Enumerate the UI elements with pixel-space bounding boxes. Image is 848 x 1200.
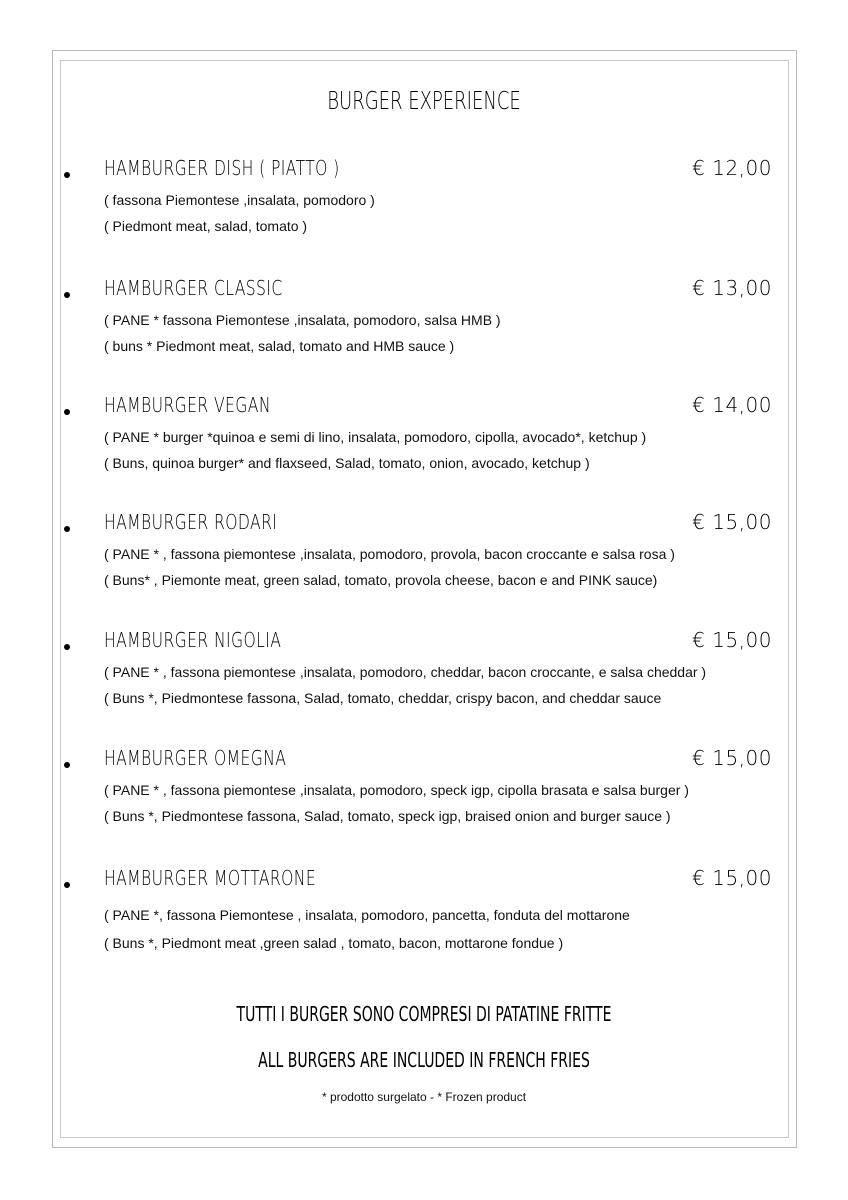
item-price: € 13,00 (692, 276, 772, 300)
item-desc-en: ( Buns *, Piedmontese fassona, Salad, tomato, speck igp, braised onion and burger sauce ) (104, 808, 671, 824)
item-desc-it: ( PANE * fassona Piemontese ,insalata, pomodoro, salsa HMB ) (104, 312, 501, 328)
item-name: HAMBURGER OMEGNA (104, 746, 287, 770)
bullet-icon (64, 292, 70, 298)
bullet-icon (64, 882, 70, 888)
item-price: € 15,00 (692, 628, 772, 652)
item-name: HAMBURGER DISH ( PIATTO ) (104, 156, 340, 180)
footer-fries-it: TUTTI I BURGER SONO COMPRESI DI PATATINE FRITTE (236, 1002, 612, 1026)
footer-fries-en: ALL BURGERS ARE INCLUDED IN FRENCH FRIES (258, 1048, 590, 1072)
frozen-note: * prodotto surgelato - * Frozen product (321, 1090, 527, 1104)
item-name: HAMBURGER VEGAN (104, 393, 271, 417)
item-desc-it: ( PANE *, fassona Piemontese , insalata, pomodoro, pancetta, fonduta del mottarone (104, 907, 630, 923)
item-name: HAMBURGER RODARI (104, 510, 278, 534)
item-desc-en: ( Buns *, Piedmontese fassona, Salad, tomato, cheddar, crispy bacon, and cheddar sauce (104, 690, 662, 706)
item-name: HAMBURGER NIGOLIA (104, 628, 282, 652)
item-desc-en: ( Buns, quinoa burger* and flaxseed, Salad, tomato, onion, avocado, ketchup ) (104, 455, 590, 471)
bullet-icon (64, 172, 70, 178)
item-desc-en: ( Piedmont meat, salad, tomato ) (104, 218, 308, 234)
bullet-icon (64, 526, 70, 532)
bullet-icon (64, 409, 70, 415)
item-desc-it: ( PANE * , fassona piemontese ,insalata, pomodoro, provola, bacon croccante e salsa rosa ) (104, 546, 675, 562)
item-price: € 14,00 (692, 393, 772, 417)
item-name: HAMBURGER MOTTARONE (104, 866, 317, 890)
item-desc-en: ( Buns* , Piemonte meat, green salad, tomato, provola cheese, bacon e and PINK sauce) (104, 572, 658, 588)
item-desc-en: ( Buns *, Piedmont meat ,green salad , tomato, bacon, mottarone fondue ) (104, 935, 564, 951)
item-price: € 15,00 (692, 866, 772, 890)
item-name: HAMBURGER CLASSIC (104, 276, 283, 300)
item-price: € 15,00 (692, 510, 772, 534)
item-desc-it: ( fassona Piemontese ,insalata, pomodoro ) (104, 192, 375, 208)
item-desc-it: ( PANE * , fassona piemontese ,insalata, pomodoro, cheddar, bacon croccante, e salsa cheddar ) (104, 664, 707, 680)
item-desc-en: ( buns * Piedmont meat, salad, tomato and HMB sauce ) (104, 338, 455, 354)
menu-title: BURGER EXPERIENCE (327, 86, 521, 115)
item-desc-it: ( PANE * burger *quinoa e semi di lino, insalata, pomodoro, cipolla, avocado*, ketchup ) (104, 429, 647, 445)
item-price: € 12,00 (692, 156, 772, 180)
item-desc-it: ( PANE * , fassona piemontese ,insalata, pomodoro, speck igp, cipolla brasata e salsa burger ) (104, 782, 689, 798)
item-price: € 15,00 (692, 746, 772, 770)
bullet-icon (64, 762, 70, 768)
bullet-icon (64, 644, 70, 650)
